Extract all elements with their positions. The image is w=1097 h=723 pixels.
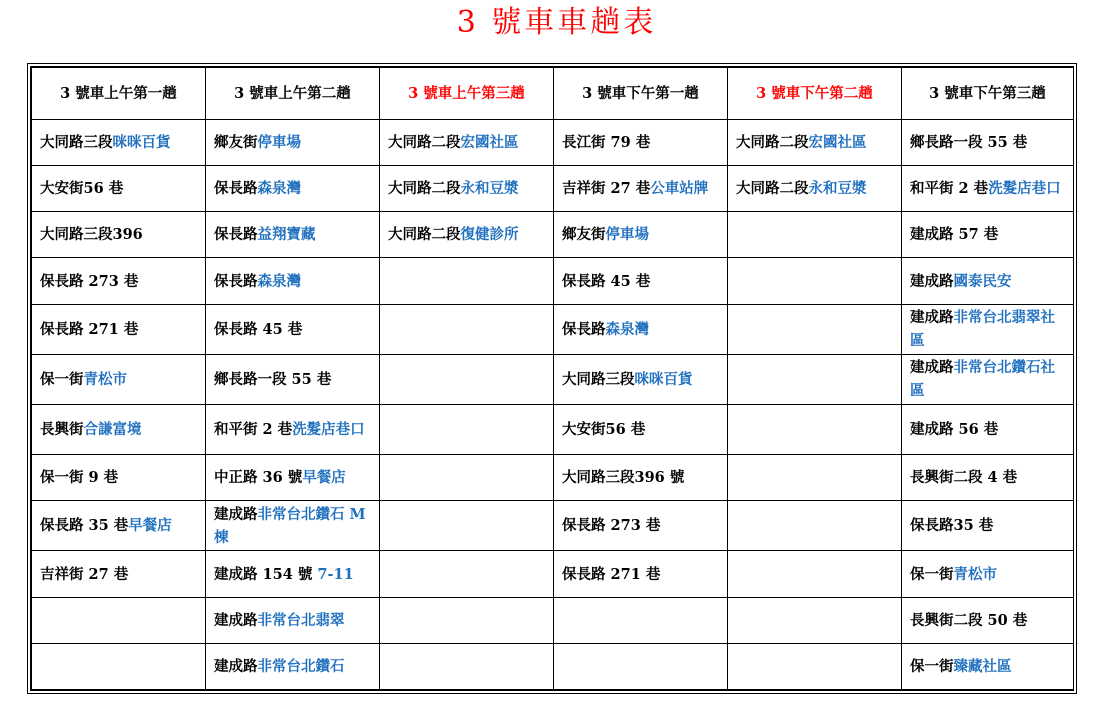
cell-street: 大同路二段 bbox=[388, 180, 461, 198]
table-cell bbox=[380, 455, 554, 501]
table-cell bbox=[32, 404, 206, 454]
page-title: 3 號車車趟表 bbox=[456, 5, 657, 40]
cell-street: 保長路 273 巷 bbox=[562, 517, 661, 535]
cell-street: 長興街 bbox=[40, 421, 84, 439]
cell-street: 建成路 bbox=[214, 611, 258, 629]
table-cell bbox=[32, 120, 206, 166]
table-row bbox=[32, 258, 1074, 304]
table-cell bbox=[554, 455, 728, 501]
table-cell bbox=[728, 258, 902, 304]
cell-street: 建成路 bbox=[910, 359, 954, 377]
table-cell bbox=[902, 304, 1074, 354]
cell-landmark: 森泉灣 bbox=[257, 180, 301, 198]
table-cell bbox=[32, 501, 206, 551]
table-cell bbox=[728, 404, 902, 454]
cell-street: 保長路 bbox=[214, 272, 258, 290]
cell-street: 保長路 bbox=[214, 180, 258, 198]
table-cell bbox=[206, 304, 380, 354]
cell-street: 長興街二段 4 巷 bbox=[910, 469, 1018, 487]
table-cell bbox=[728, 304, 902, 354]
table-cell bbox=[32, 354, 206, 404]
column-header: 3 號車下午第二趟 bbox=[728, 68, 902, 120]
table-cell bbox=[32, 212, 206, 258]
table-cell bbox=[728, 501, 902, 551]
table-cell bbox=[380, 643, 554, 689]
table-cell bbox=[206, 455, 380, 501]
cell-landmark: 國泰民安 bbox=[953, 272, 1012, 290]
cell-street: 吉祥街 27 巷 bbox=[562, 180, 651, 198]
cell-street: 建成路 56 巷 bbox=[910, 421, 999, 439]
cell-street: 建成路 bbox=[214, 657, 258, 675]
table-cell bbox=[380, 597, 554, 643]
table-row bbox=[32, 455, 1074, 501]
table-cell bbox=[206, 212, 380, 258]
header-row bbox=[32, 68, 1074, 120]
table-cell bbox=[728, 166, 902, 212]
table-cell bbox=[380, 304, 554, 354]
cell-street: 保一街 bbox=[40, 370, 84, 388]
table-row bbox=[32, 120, 1074, 166]
cell-street: 保長路 bbox=[214, 226, 258, 244]
column-header: 3 號車下午第三趟 bbox=[902, 68, 1074, 120]
table-cell bbox=[380, 501, 554, 551]
cell-landmark: 咪咪百貨 bbox=[112, 134, 171, 152]
column-header: 3 號車下午第一趟 bbox=[554, 68, 728, 120]
table-cell bbox=[728, 120, 902, 166]
table-cell bbox=[206, 258, 380, 304]
table-cell bbox=[902, 455, 1074, 501]
cell-street: 和平街 2 巷 bbox=[910, 180, 989, 198]
table-row bbox=[32, 551, 1074, 597]
table-cell bbox=[902, 354, 1074, 404]
table-cell bbox=[728, 551, 902, 597]
cell-landmark: 臻藏社區 bbox=[953, 657, 1012, 675]
table-cell bbox=[206, 501, 380, 551]
cell-street: 保長路 273 巷 bbox=[40, 272, 139, 290]
table-cell bbox=[728, 643, 902, 689]
table-cell bbox=[728, 212, 902, 258]
cell-street: 保一街 bbox=[910, 565, 954, 583]
cell-landmark: 公車站牌 bbox=[650, 180, 709, 198]
table-cell bbox=[902, 597, 1074, 643]
cell-landmark: 宏國社區 bbox=[460, 134, 519, 152]
table-cell bbox=[902, 404, 1074, 454]
cell-street: 大安街56 巷 bbox=[40, 180, 124, 198]
table-row bbox=[32, 166, 1074, 212]
cell-landmark: 森泉灣 bbox=[605, 320, 649, 338]
cell-landmark: 復健診所 bbox=[460, 226, 519, 244]
cell-street: 建成路 bbox=[910, 272, 954, 290]
cell-landmark: 非常台北翡翠社區 bbox=[910, 309, 1055, 350]
cell-landmark: 停車場 bbox=[257, 134, 301, 152]
column-header: 3 號車上午第一趟 bbox=[32, 68, 206, 120]
table-cell bbox=[380, 551, 554, 597]
schedule-table bbox=[31, 67, 1074, 690]
cell-street: 中正路 36 號 bbox=[214, 469, 303, 487]
cell-street: 鄉長路一段 55 巷 bbox=[910, 134, 1028, 152]
cell-street: 長江街 79 巷 bbox=[562, 134, 651, 152]
table-cell bbox=[32, 643, 206, 689]
cell-street: 吉祥街 27 巷 bbox=[40, 565, 129, 583]
table-cell bbox=[380, 120, 554, 166]
cell-street: 保長路 35 巷 bbox=[40, 517, 129, 535]
table-cell bbox=[554, 404, 728, 454]
cell-landmark: 非常台北鑽石社區 bbox=[910, 359, 1055, 400]
cell-street: 和平街 2 巷 bbox=[214, 421, 293, 439]
table-cell bbox=[902, 212, 1074, 258]
cell-landmark: 益翔寶藏 bbox=[257, 226, 316, 244]
cell-landmark: 洗髮店巷口 bbox=[988, 180, 1061, 198]
table-cell bbox=[728, 455, 902, 501]
cell-street: 建成路 154 號 bbox=[214, 565, 318, 583]
table-cell bbox=[206, 166, 380, 212]
table-cell bbox=[554, 212, 728, 258]
table-cell bbox=[32, 166, 206, 212]
table-cell bbox=[902, 551, 1074, 597]
table-cell bbox=[380, 212, 554, 258]
cell-landmark: 非常台北鑽石 M 棟 bbox=[214, 505, 366, 546]
table-cell bbox=[554, 258, 728, 304]
table-cell bbox=[902, 166, 1074, 212]
cell-street: 保一街 bbox=[910, 657, 954, 675]
table-cell bbox=[554, 354, 728, 404]
table-cell bbox=[380, 404, 554, 454]
table-cell bbox=[206, 354, 380, 404]
cell-street: 保長路 271 巷 bbox=[562, 565, 661, 583]
table-cell bbox=[32, 455, 206, 501]
cell-street: 大安街56 巷 bbox=[562, 421, 646, 439]
cell-street: 大同路三段396 bbox=[40, 226, 143, 244]
table-cell bbox=[902, 501, 1074, 551]
cell-landmark: 7-11 bbox=[317, 565, 354, 583]
cell-street: 大同路三段 bbox=[562, 370, 635, 388]
cell-landmark: 非常台北鑽石 bbox=[257, 657, 345, 675]
table-cell bbox=[554, 120, 728, 166]
cell-street: 鄉長路一段 55 巷 bbox=[214, 370, 332, 388]
table-row bbox=[32, 501, 1074, 551]
cell-landmark: 早餐店 bbox=[302, 469, 346, 487]
cell-landmark: 洗髮店巷口 bbox=[292, 421, 365, 439]
table-cell bbox=[902, 643, 1074, 689]
column-header: 3 號車上午第三趟 bbox=[380, 68, 554, 120]
table-cell bbox=[32, 551, 206, 597]
column-header: 3 號車上午第二趟 bbox=[206, 68, 380, 120]
table-cell bbox=[728, 354, 902, 404]
cell-street: 大同路三段 bbox=[40, 134, 113, 152]
table-cell bbox=[554, 643, 728, 689]
cell-street: 鄉友街 bbox=[562, 226, 606, 244]
table-cell bbox=[206, 404, 380, 454]
table-cell bbox=[554, 597, 728, 643]
table-row bbox=[32, 304, 1074, 354]
cell-street: 保長路 271 巷 bbox=[40, 320, 139, 338]
cell-landmark: 停車場 bbox=[605, 226, 649, 244]
cell-street: 建成路 bbox=[910, 309, 954, 327]
table-cell bbox=[554, 166, 728, 212]
cell-street: 鄉友街 bbox=[214, 134, 258, 152]
table-cell bbox=[32, 597, 206, 643]
table-row bbox=[32, 212, 1074, 258]
table-cell bbox=[554, 501, 728, 551]
cell-street: 建成路 bbox=[214, 505, 258, 523]
table-cell bbox=[206, 551, 380, 597]
cell-street: 長興街二段 50 巷 bbox=[910, 611, 1028, 629]
cell-street: 保長路 bbox=[562, 320, 606, 338]
cell-landmark: 宏國社區 bbox=[808, 134, 867, 152]
cell-street: 大同路二段 bbox=[736, 134, 809, 152]
cell-landmark: 森泉灣 bbox=[257, 272, 301, 290]
table-row bbox=[32, 354, 1074, 404]
cell-street: 大同路二段 bbox=[388, 226, 461, 244]
cell-street: 大同路二段 bbox=[388, 134, 461, 152]
table-cell bbox=[554, 551, 728, 597]
table-cell bbox=[206, 120, 380, 166]
table-cell bbox=[902, 120, 1074, 166]
table-row bbox=[32, 404, 1074, 454]
table-cell bbox=[380, 354, 554, 404]
cell-street: 大同路三段396 號 bbox=[562, 469, 685, 487]
cell-street: 保長路35 巷 bbox=[910, 517, 994, 535]
table-cell bbox=[206, 643, 380, 689]
table-cell bbox=[728, 597, 902, 643]
table-cell bbox=[380, 166, 554, 212]
cell-landmark: 非常台北翡翠 bbox=[257, 611, 345, 629]
table-cell bbox=[380, 258, 554, 304]
cell-landmark: 合謙富境 bbox=[83, 421, 142, 439]
table-cell bbox=[32, 304, 206, 354]
cell-landmark: 永和豆漿 bbox=[460, 180, 519, 198]
cell-landmark: 早餐店 bbox=[128, 517, 172, 535]
cell-landmark: 咪咪百貨 bbox=[634, 370, 693, 388]
table-cell bbox=[32, 258, 206, 304]
cell-street: 保一街 9 巷 bbox=[40, 469, 119, 487]
cell-street: 大同路二段 bbox=[736, 180, 809, 198]
table-row bbox=[32, 597, 1074, 643]
table-cell bbox=[902, 258, 1074, 304]
schedule-table-frame bbox=[27, 63, 1077, 694]
table-cell bbox=[554, 304, 728, 354]
cell-street: 保長路 45 巷 bbox=[562, 272, 651, 290]
table-row bbox=[32, 643, 1074, 689]
cell-landmark: 青松市 bbox=[83, 370, 127, 388]
cell-landmark: 永和豆漿 bbox=[808, 180, 867, 198]
cell-street: 建成路 57 巷 bbox=[910, 226, 999, 244]
cell-landmark: 青松市 bbox=[953, 565, 997, 583]
cell-street: 保長路 45 巷 bbox=[214, 320, 303, 338]
table-cell bbox=[206, 597, 380, 643]
